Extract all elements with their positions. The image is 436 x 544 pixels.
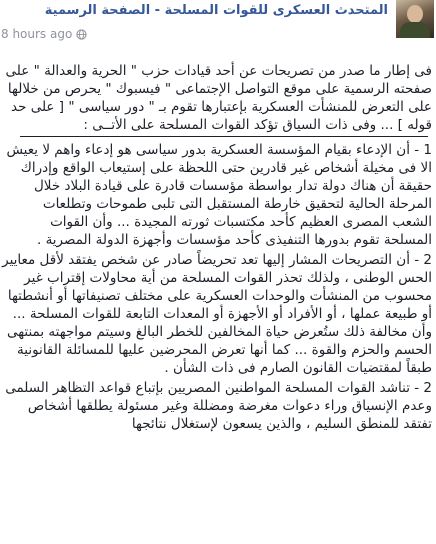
text-divider [20, 136, 429, 137]
post-body [2, 62, 432, 435]
page-name-link[interactable]: المتحدث العسكرى للقوات المسلحة - الصفحة الرسمية [44, 3, 388, 18]
avatar-body-shape [400, 22, 430, 38]
post-intro-paragraph: فى إطار ما صدر من تصريحات عن أحد قيادات حزب " الحرية والعدالة " على صفحته الرسمية على موقع التواصل الإجتماعى " فيسبوك " يحرص من خلالها على التعرض للمنشأت العسكرية بإعتبارها تقوم بـ " دور سياسى " [ على حد قوله ] ... وفى ذات السياق تؤكد القوات المسلحة على الأتــى : [5, 63, 432, 133]
post-item-3: 2 - تناشد القوات المسلحة المواطنين المصريين بإتباع قواعد التظاهر السلمى وعدم الإنسياق وراء دعوات مغرضة ومضللة وغير مسئولة يطلقها أشخاص تفتقد للمنطق السليم ، والذين يسعون لإستغلال نتائجها [5, 380, 432, 432]
post-header [0, 0, 436, 50]
globe-icon [76, 29, 87, 40]
post-item-2: 2 - أن التصريحات المشار إليها تعد تحريضاً صادر عن شخص يفتقد لأقل معايير الحس الوطنى ، ولذلك تحذر القوات المسلحة من أية محاولات إقتراب غير محسوب من المنشأت والوحدات العسكرية على مختلف تصنيفاتها أو أنشطتها أو طبيعة عملها ، أو الأفراد أو الأجهزة أو المعدات التابعة للقوات المسلحة ... وأن مخالفة ذلك ستُعرض حياة المخالفين للخطر البالغ وسيتم مواجهته بمنتهى الحسم والحزم والقوة ... كما أنها تعرض المحرضين عليها للمسائلة القانونية طبقاً لمقتضيات القانون الصارم فى ذات الشأن . [2, 252, 432, 376]
avatar-head-shape [407, 5, 423, 23]
timestamp-text: 8 hours ago [1, 27, 73, 41]
post-timestamp[interactable] [1, 27, 87, 41]
page-avatar[interactable] [396, 0, 434, 38]
post-item-1: 1 - أن الإدعاء بقيام المؤسسة العسكرية بدور سياسى هو إدعاء واهم لا يعيش الا فى مخيلة أشخاص غير قادرين حتى اللحظة على إستيعاب الواقع وإدراك حقيقة أن هناك دولة تدار بواسطة مؤسسات قادرة على قيادة البلاد خلال المرحلة الحالية لتحقيق خارطة المستقبل التى تلبى طموحات وتطلعات الشعب المصرى العظيم كأحد مكتسبات ثورته المجيدة ... وأن القوات المسلحة تقوم بدورها التنفيذى كأحد مؤسسات وأجهزة الدولة المصرية . [6, 142, 432, 248]
